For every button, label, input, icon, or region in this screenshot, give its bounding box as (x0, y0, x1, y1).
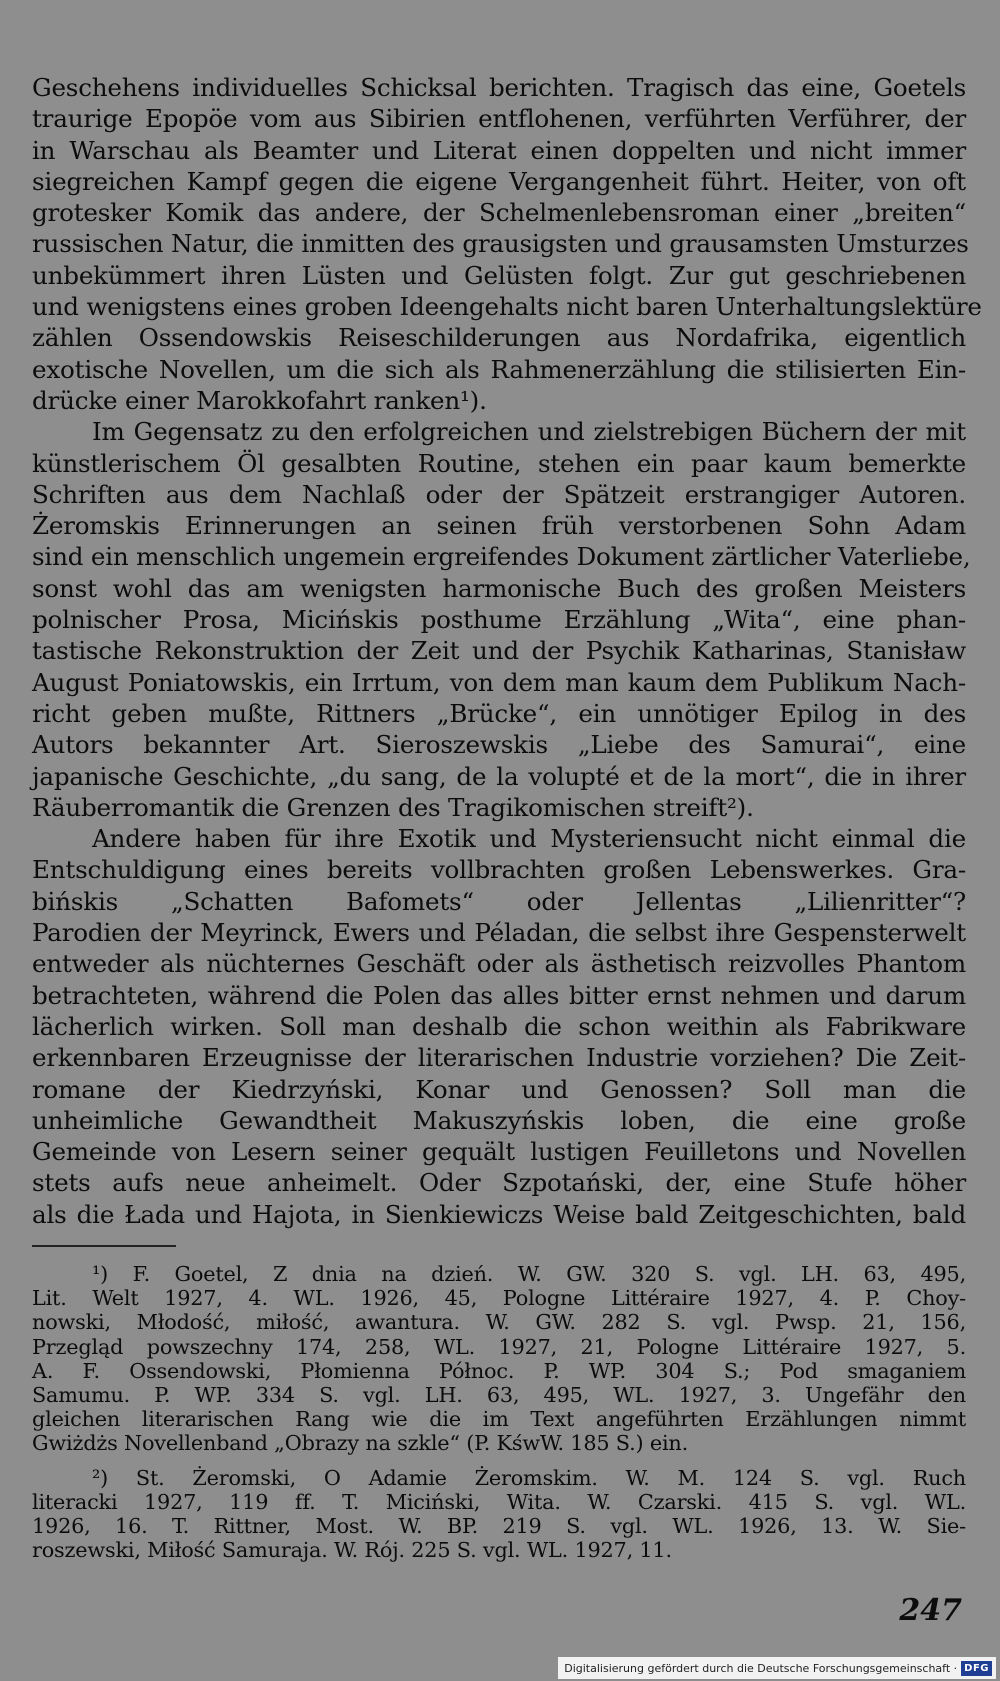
footnote-line: Lit. Welt 1927, 4. WL. 1926, 45, Pologne Littéraire 1927, 4. P. Choy- (32, 1286, 966, 1311)
text-line: unheimliche Gewandtheit Makuszyńskis loben, die eine große (32, 1105, 966, 1135)
text-line: Andere haben für ihre Exotik und Mysteriensucht nicht einmal die (92, 824, 966, 854)
dfg-logo: DFG (961, 1661, 992, 1676)
footnote-line: gleichen literarischen Rang wie die im Text angeführten Erzählungen nimmt (32, 1407, 966, 1432)
text-line: künstlerischem Öl gesalbten Routine, stehen ein paar kaum bemerkte (32, 448, 966, 478)
text-line: romane der Kiedrzyński, Konar und Genossen? Soll man die (32, 1074, 966, 1104)
text-line: Schriften aus dem Nachlaß oder der Spätzeit erstrangiger Autoren. (32, 479, 966, 509)
text-line: exotische Novellen, um die sich als Rahmenerzählung die stilisierten Ein- (32, 354, 966, 384)
text-line: Gemeinde von Lesern seiner gequält lustigen Feuilletons und Novellen (32, 1137, 966, 1167)
text-line: traurige Epopöe vom aus Sibirien entflohenen, verführten Verführer, der (32, 104, 966, 134)
text-line: und wenigstens eines groben Ideengehalts nicht baren Unterhaltungslektüre (32, 292, 982, 322)
footnote-line: ²) St. Żeromski, O Adamie Żeromskim. W. M. 124 S. vgl. Ruch (92, 1465, 966, 1490)
text-line: als die Łada und Hajota, in Sienkiewiczs Weise bald Zeitgeschichten, bald (32, 1199, 966, 1229)
text-line: japanische Geschichte, „du sang, de la volupté et de la mort“, die in ihrer (32, 761, 966, 791)
footnote-line: ¹) F. Goetel, Z dnia na dzień. W. GW. 320 S. vgl. LH. 63, 495, (92, 1262, 966, 1286)
text-line: sonst wohl das am wenigsten harmonische Buch des großen Meisters (32, 573, 966, 603)
text-line: lächerlich wirken. Soll man deshalb die schon weithin als Fabrikware (32, 1011, 966, 1041)
footnote-separator (32, 1245, 176, 1247)
text-line: August Poniatowskis, ein Irrtum, von dem man kaum dem Publikum Nach- (32, 667, 966, 697)
text-line: sind ein menschlich ungemein ergreifendes Dokument zärtlicher Vaterliebe, (32, 542, 971, 572)
text-line: Geschehens individuelles Schicksal berichten. Tragisch das eine, Goetels (32, 73, 966, 102)
text-line: siegreichen Kampf gegen die eigene Vergangenheit führt. Heiter, von oft (32, 166, 966, 196)
digitization-credit-bar (558, 1657, 996, 1679)
footnote-line: A. F. Ossendowski, Płomienna Północ. P. WP. 304 S.; Pod smaganiem (32, 1358, 966, 1383)
text-line: Entschuldigung eines bereits vollbrachten großen Lebenswerkes. Gra- (32, 855, 966, 885)
footnote-line: Przegląd powszechny 174, 258, WL. 1927, 21, Pologne Littéraire 1927, 5. (32, 1334, 966, 1359)
text-line: drücke einer Marokkofahrt ranken¹). (32, 385, 487, 415)
text-line: in Warschau als Beamter und Literat einen doppelten und nicht immer (32, 135, 966, 165)
text-line: betrachteten, während die Polen das alles bitter ernst nehmen und darum (32, 980, 966, 1010)
text-line: grotesker Komik das andere, der Schelmenlebensroman einer „breiten“ (32, 198, 966, 228)
body-text (32, 72, 982, 1230)
text-line: zählen Ossendowskis Reiseschilderungen aus Nordafrika, eigentlich (32, 323, 966, 353)
footnote-line: roszewski, Miłość Samuraja. W. Rój. 225 S. vgl. WL. 1927, 11. (32, 1538, 672, 1563)
footnote-line: nowski, Młodość, miłość, awantura. W. GW. 282 S. vgl. Pwsp. 21, 156, (32, 1310, 966, 1335)
text-line: entweder als nüchternes Geschäft oder als ästhetisch reizvolles Phantom (32, 949, 966, 979)
footnote-gap (32, 1456, 966, 1466)
footnotes (32, 1262, 966, 1562)
text-line: russischen Natur, die inmitten des grausigsten und grausamsten Umsturzes (32, 229, 969, 259)
text-line: Räuberromantik die Grenzen des Tragikomischen streift²). (32, 792, 754, 822)
footnote-line: 1926, 16. T. Rittner, Most. W. BP. 219 S. vgl. WL. 1926, 13. W. Sie- (32, 1513, 966, 1538)
text-line: stets aufs neue anheimelt. Oder Szpotański, der, eine Stufe höher (32, 1168, 966, 1198)
text-line: tastische Rekonstruktion der Zeit und der Psychik Katharinas, Stanisław (32, 636, 966, 666)
text-line: Im Gegensatz zu den erfolgreichen und zielstrebigen Büchern der mit (92, 417, 966, 447)
text-line: unbekümmert ihren Lüsten und Gelüsten folgt. Zur gut geschriebenen (32, 260, 966, 290)
footnote-line: Gwiżdżs Novellenband „Obrazy na szkle“ (P. KśwW. 185 S.) ein. (32, 1431, 689, 1456)
text-line: erkennbaren Erzeugnisse der literarischen Industrie vorziehen? Die Zeit- (32, 1043, 966, 1073)
text-line: Autors bekannter Art. Sieroszewskis „Liebe des Samurai“, eine (32, 730, 966, 760)
page-number: 247 (899, 1593, 962, 1628)
digitization-credit-text: Digitalisierung gefördert durch die Deutsche Forschungsgemeinschaft · (564, 1661, 958, 1675)
text-line: Parodien der Meyrinck, Ewers und Péladan, die selbst ihre Gespensterwelt (32, 918, 966, 948)
footnote-line: literacki 1927, 119 ff. T. Miciński, Wita. W. Czarski. 415 S. vgl. WL. (32, 1489, 966, 1514)
text-line: bińskis „Schatten Bafomets“ oder Jellentas „Lilienritter“? (32, 886, 966, 916)
footnote-line: Samumu. P. WP. 334 S. vgl. LH. 63, 495, WL. 1927, 3. Ungefähr den (32, 1382, 966, 1407)
text-line: richt geben mußte, Rittners „Brücke“, ein unnötiger Epilog in des (32, 698, 966, 728)
text-line: polnischer Prosa, Micińskis posthume Erzählung „Wita“, eine phan- (32, 605, 966, 635)
text-line: Żeromskis Erinnerungen an seinen früh verstorbenen Sohn Adam (32, 511, 966, 541)
